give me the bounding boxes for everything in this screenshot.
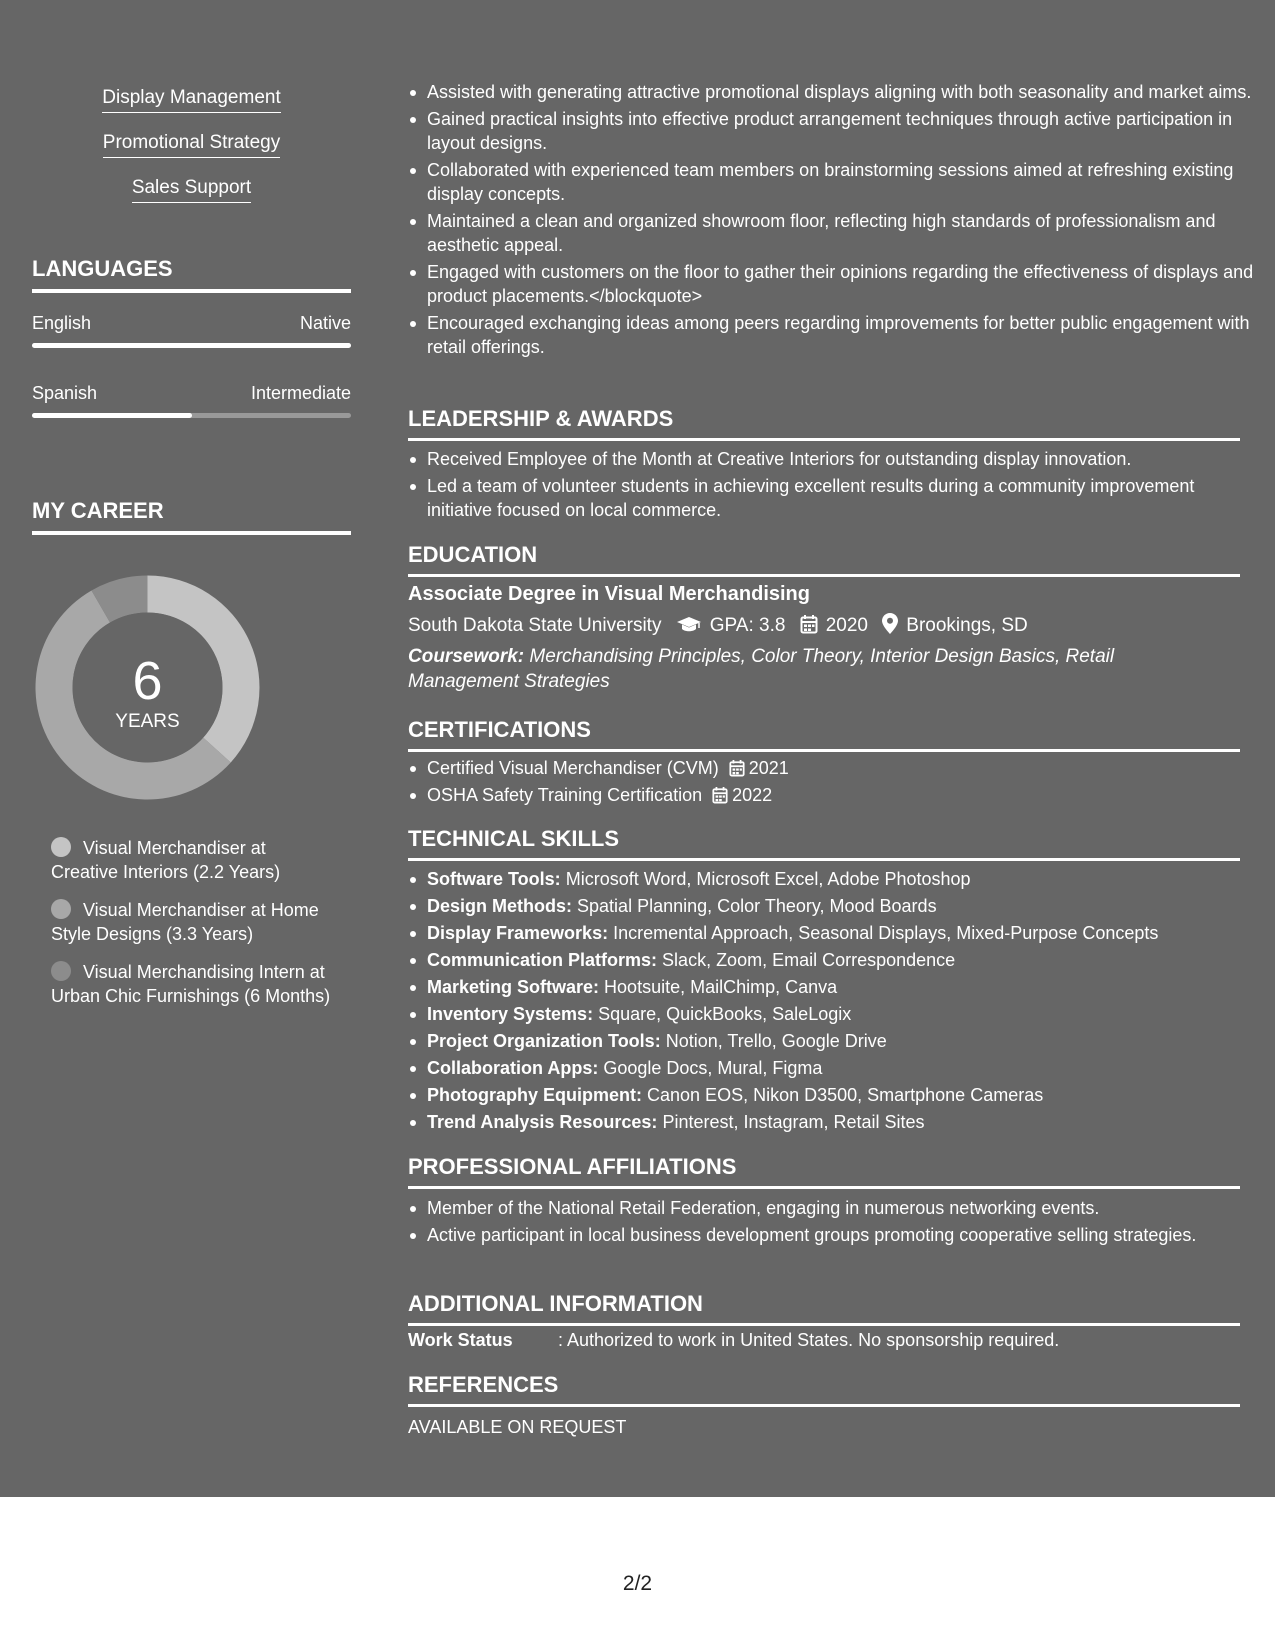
affiliation-item: Member of the National Retail Federation, engaging in numerous networking events. <box>427 1196 1259 1220</box>
language-proficiency-bar <box>32 343 351 348</box>
technical-skill-item <box>427 921 1259 945</box>
coursework-list: Merchandising Principles, Color Theory, Interior Design Basics, Retail Management Strategies <box>408 646 1115 692</box>
certifications-list <box>408 756 1259 810</box>
technical-skill-label: Software Tools: <box>427 869 561 889</box>
languages-heading: LANGUAGES <box>32 256 351 293</box>
legend-dot-icon <box>51 837 71 857</box>
skill-tag: Display Management <box>102 86 280 113</box>
technical-skill-value: Slack, Zoom, Email Correspondence <box>662 950 956 970</box>
technical-skill-item <box>427 1056 1259 1080</box>
certification-year: 2021 <box>748 758 789 778</box>
education-details <box>408 613 1028 637</box>
technical-skill-label: Display Frameworks: <box>427 923 609 943</box>
language-proficiency-fill <box>32 413 192 418</box>
leadership-list <box>408 447 1259 525</box>
certification-name: OSHA Safety Training Certification <box>427 785 703 805</box>
certification-name: Certified Visual Merchandiser (CVM) <box>427 758 719 778</box>
technical-skill-value: Spatial Planning, Color Theory, Mood Boards <box>577 896 937 916</box>
work-status-value: : Authorized to work in United States. No sponsorship required. <box>558 1330 1060 1350</box>
career-legend-label: Visual Merchandiser at Home Style Designs (3.3 Years) <box>51 900 319 944</box>
technical-skill-item <box>427 975 1259 999</box>
technical-skill-item <box>427 1002 1259 1026</box>
career-legend-label: Visual Merchandising Intern at Urban Chic Furnishings (6 Months) <box>51 962 331 1006</box>
technical-skill-value: Pinterest, Instagram, Retail Sites <box>662 1112 925 1132</box>
work-status-label: Work Status <box>408 1330 513 1350</box>
certification-item <box>427 783 1259 807</box>
certification-year: 2022 <box>732 785 773 805</box>
experience-bullet: Gained practical insights into effective product arrangement techniques through active participation in layout designs. <box>427 107 1259 155</box>
experience-bullet: Encouraged exchanging ideas among peers regarding improvements for better public engagement with retail offerings. <box>427 311 1259 359</box>
career-total-unit: YEARS <box>115 711 180 732</box>
technical-skill-value: Incremental Approach, Seasonal Displays, Mixed-Purpose Concepts <box>613 923 1159 943</box>
page-number: 2/2 <box>622 1572 653 1595</box>
technical-skill-item <box>427 1029 1259 1053</box>
career-heading: MY CAREER <box>32 498 351 535</box>
technical-skill-value: Google Docs, Mural, Figma <box>603 1058 823 1078</box>
technical-skill-label: Communication Platforms: <box>427 950 658 970</box>
legend-dot-icon <box>51 899 71 919</box>
technical-skill-value: Notion, Trello, Google Drive <box>665 1031 887 1051</box>
technical-skill-value: Hootsuite, MailChimp, Canva <box>604 977 838 997</box>
technical-skill-item <box>427 1083 1259 1107</box>
certifications-heading: CERTIFICATIONS <box>408 717 1240 752</box>
technical-skill-label: Design Methods: <box>427 896 573 916</box>
technical-skill-value: Square, QuickBooks, SaleLogix <box>598 1004 852 1024</box>
certification-item <box>427 756 1259 780</box>
affiliations-list <box>408 1196 1259 1250</box>
skill-tag: Promotional Strategy <box>103 131 280 158</box>
graduation-year: 2020 <box>825 615 868 636</box>
language-name: English <box>32 313 92 333</box>
career-total-number: 6 <box>132 651 163 711</box>
top-skills-list <box>32 86 351 221</box>
coursework <box>408 644 1168 694</box>
gpa: GPA: 3.8 <box>709 615 786 636</box>
career-legend-label: Visual Merchandiser at Creative Interiors (2.2 Years) <box>51 838 281 882</box>
technical-skill-item <box>427 894 1259 918</box>
leadership-item: Led a team of volunteer students in achieving excellent results during a community improvement initiative focused on local commerce. <box>427 474 1259 522</box>
experience-bullet: Engaged with customers on the floor to gather their opinions regarding the effectiveness of displays and product placements.</blockquote> <box>427 260 1259 308</box>
references-heading: REFERENCES <box>408 1372 1240 1407</box>
affiliations-heading: PROFESSIONAL AFFILIATIONS <box>408 1154 1240 1189</box>
career-total <box>35 575 260 800</box>
technical-skill-label: Inventory Systems: <box>427 1004 594 1024</box>
leadership-heading: LEADERSHIP & AWARDS <box>408 406 1240 441</box>
technical-skill-item <box>427 867 1259 891</box>
experience-bullet: Assisted with generating attractive promotional displays aligning with both seasonality and market aims. <box>427 80 1259 104</box>
degree-title: Associate Degree in Visual Merchandising <box>408 583 810 605</box>
leadership-item: Received Employee of the Month at Creative Interiors for outstanding display innovation. <box>427 447 1259 471</box>
school-location: Brookings, SD <box>906 615 1028 636</box>
location-pin-icon <box>882 613 898 634</box>
technical-skill-label: Marketing Software: <box>427 977 600 997</box>
references-text: AVAILABLE ON REQUEST <box>408 1417 627 1437</box>
language-level: Native <box>299 313 351 333</box>
career-legend-item <box>51 898 331 946</box>
school-name: South Dakota State University <box>408 615 662 636</box>
education-heading: EDUCATION <box>408 542 1240 577</box>
experience-bullets <box>408 80 1259 362</box>
legend-dot-icon <box>51 961 71 981</box>
technical-skill-value: Microsoft Word, Microsoft Excel, Adobe Photoshop <box>565 869 971 889</box>
technical-skill-label: Trend Analysis Resources: <box>427 1112 658 1132</box>
career-legend-item <box>51 960 331 1008</box>
language-level: Intermediate <box>250 383 351 403</box>
technical-skills-heading: TECHNICAL SKILLS <box>408 826 1240 861</box>
experience-bullet: Maintained a clean and organized showroom floor, reflecting high standards of professionalism and aesthetic appeal. <box>427 209 1259 257</box>
language-proficiency-fill <box>32 343 351 348</box>
technical-skills-list <box>408 867 1259 1137</box>
language-proficiency-bar <box>32 413 351 418</box>
skill-tag: Sales Support <box>132 176 251 203</box>
technical-skill-label: Collaboration Apps: <box>427 1058 599 1078</box>
technical-skill-item <box>427 1110 1259 1134</box>
graduation-cap-icon <box>676 616 702 634</box>
technical-skill-item <box>427 948 1259 972</box>
calendar-icon <box>729 759 745 777</box>
technical-skill-label: Project Organization Tools: <box>427 1031 661 1051</box>
experience-bullet: Collaborated with experienced team members on brainstorming sessions aimed at refreshing existing display concepts. <box>427 158 1259 206</box>
additional-info-heading: ADDITIONAL INFORMATION <box>408 1291 1240 1326</box>
affiliation-item: Active participant in local business development groups promoting cooperative selling strategies. <box>427 1223 1259 1247</box>
calendar-icon <box>712 786 728 804</box>
career-legend-item <box>51 836 331 884</box>
calendar-icon <box>800 614 818 634</box>
technical-skill-label: Photography Equipment: <box>427 1085 642 1105</box>
technical-skill-value: Canon EOS, Nikon D3500, Smartphone Cameras <box>647 1085 1044 1105</box>
coursework-label: Coursework: <box>408 646 525 667</box>
language-name: Spanish <box>32 383 98 403</box>
